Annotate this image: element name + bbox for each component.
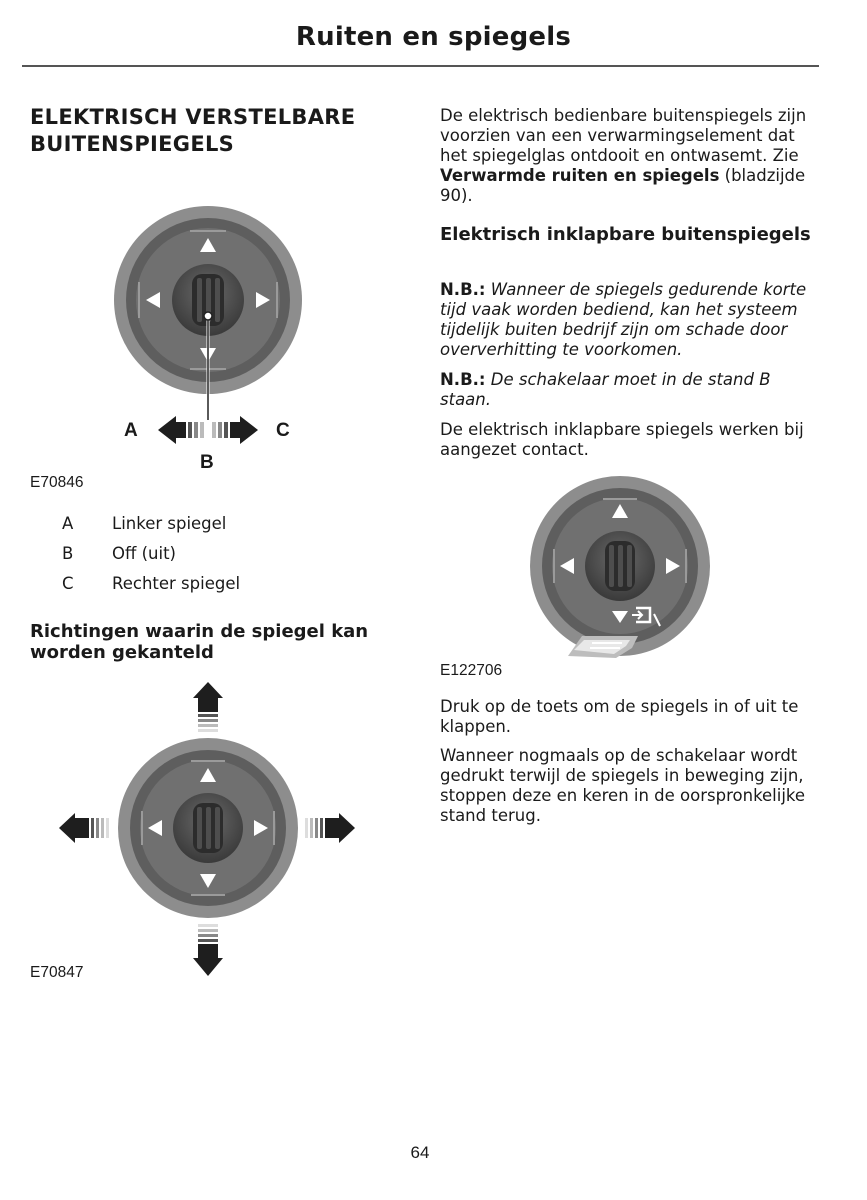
- note-label: N.B.:: [440, 370, 486, 389]
- tilt-right-arrow-icon: [305, 813, 355, 843]
- mirror-fold-switch-figure: [520, 470, 720, 665]
- legend-row: [30, 574, 240, 604]
- legend-text: Rechter spiegel: [112, 574, 241, 593]
- figure-legend: [30, 514, 240, 604]
- legend-text: Off (uit): [112, 544, 176, 563]
- subsection-heading: Richtingen waarin de spiegel kan worden gekanteld: [30, 621, 369, 663]
- note-text: Wanneer de spiegels gedurende korte tijd vaak worden bediend, kan het systeem tijdelijk buiten bedrijf zijn om schade door oververhitting te voorkomen.: [440, 280, 807, 359]
- selector-double-arrow-icon: [158, 416, 258, 444]
- figure-label-b: B: [200, 452, 214, 473]
- note-label: N.B.:: [440, 280, 486, 299]
- note-paragraph: [440, 280, 822, 360]
- body-paragraph: De elektrisch inklapbare spiegels werken bij aangezet contact.: [440, 420, 804, 459]
- legend-row: [30, 514, 240, 544]
- page-number: 64: [410, 1143, 430, 1162]
- intro-text-end: (bladzijde 90).: [440, 166, 806, 205]
- tilt-up-arrow-icon: [193, 682, 223, 732]
- figure-id: E70847: [30, 964, 84, 981]
- body-paragraph: Wanneer nogmaals op de schakelaar wordt gedrukt terwijl de spiegels in beweging zijn, stoppen deze en keren in de oorspronkelijke stand terug.: [440, 746, 806, 825]
- cross-reference: Verwarmde ruiten en spiegels: [440, 166, 720, 185]
- legend-key: C: [62, 574, 74, 593]
- tilt-left-arrow-icon: [59, 813, 109, 843]
- legend-text: Linker spiegel: [112, 514, 227, 533]
- figure-id: E70846: [30, 474, 84, 491]
- body-paragraph: Druk op de toets om de spiegels in of uit te klappen.: [440, 697, 799, 736]
- legend-key: B: [62, 544, 74, 563]
- tilt-down-arrow-icon: [193, 924, 223, 976]
- intro-text: De elektrisch bedienbare buitenspiegels zijn voorzien van een verwarmingselement dat het spiegelglas ontdooit en ontwasemt. Zie: [440, 106, 807, 165]
- title-divider: [22, 65, 819, 67]
- subsection-heading: Elektrisch inklapbare buitenspiegels: [440, 224, 811, 245]
- intro-paragraph: [440, 106, 820, 206]
- figure-label-c: C: [276, 420, 290, 441]
- section-heading: ELEKTRISCH VERSTELBARE BUITENSPIEGELS: [30, 105, 356, 156]
- mirror-tilt-directions-figure: [55, 680, 365, 980]
- legend-row: [30, 544, 240, 574]
- legend-key: A: [62, 514, 74, 533]
- note-paragraph: [440, 370, 820, 410]
- note-text: De schakelaar moet in de stand B staan.: [440, 370, 771, 409]
- page-title: Ruiten en spiegels: [295, 22, 572, 52]
- figure-label-a: A: [124, 420, 138, 441]
- figure-id: E122706: [440, 662, 503, 679]
